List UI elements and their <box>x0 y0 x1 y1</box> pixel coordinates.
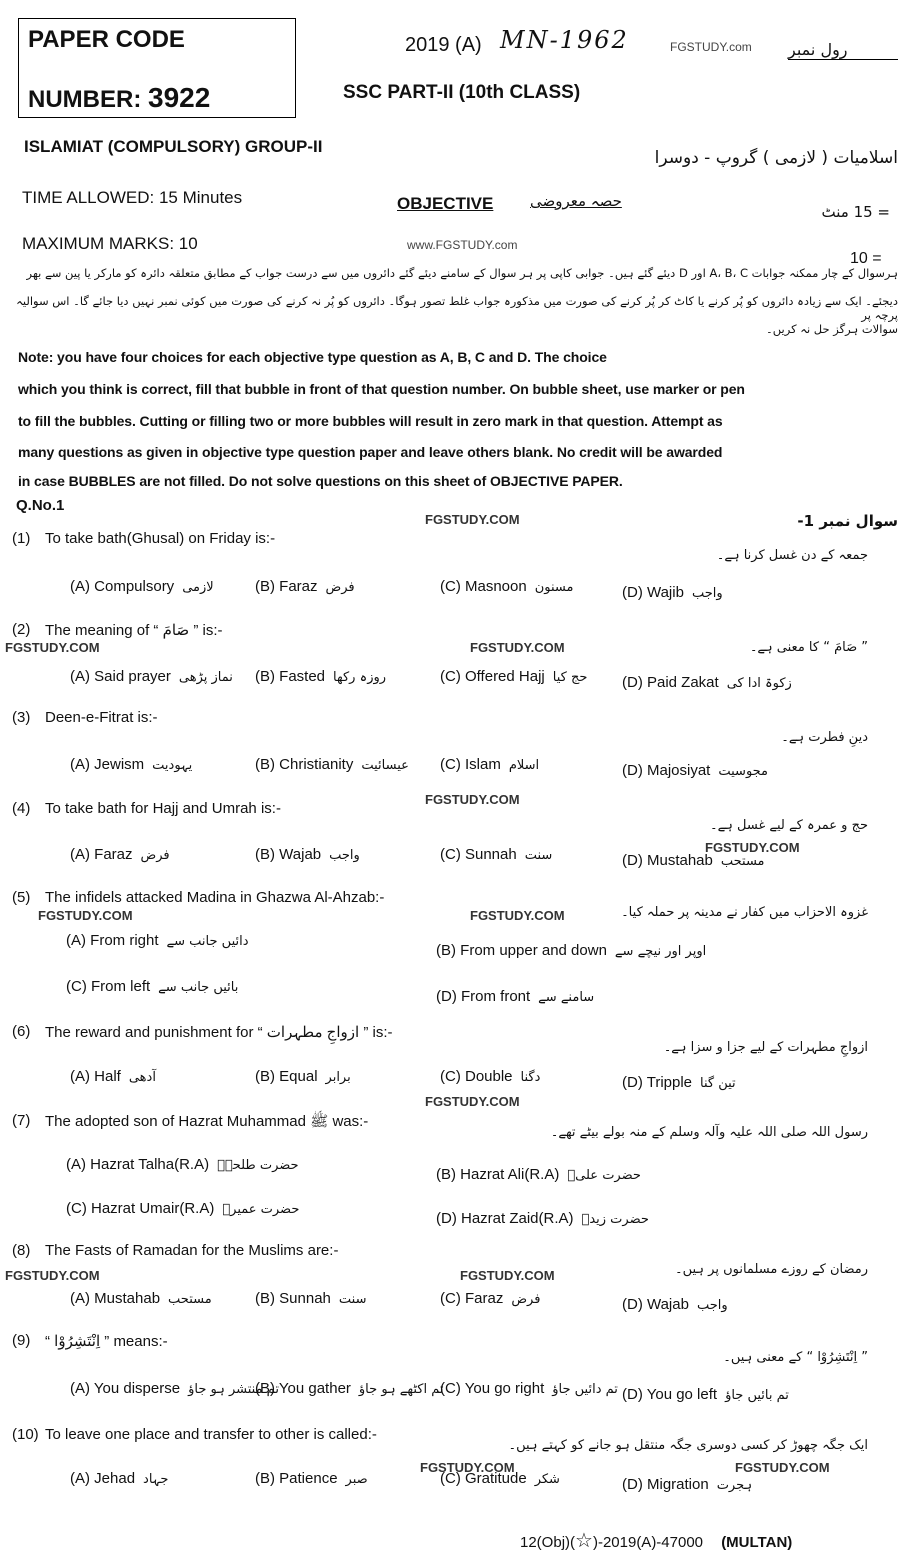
subject: ISLAMIAT (COMPULSORY) GROUP-II <box>24 137 323 156</box>
watermark: FGSTUDY.COM <box>460 1268 555 1283</box>
question-urdu: ایک جگہ چھوڑ کر کسی دوسری جگہ منتقل ہو جانے کو کہتے ہیں۔ <box>508 1438 868 1453</box>
option-text: (D) From front <box>436 988 531 1005</box>
footer-region: (MULTAN) <box>721 1534 793 1551</box>
answer-option <box>70 1290 212 1307</box>
option-text: (C) Double <box>440 1068 513 1085</box>
watermark: FGSTUDY.COM <box>735 1460 830 1475</box>
option-urdu: واجب <box>329 848 360 863</box>
answer-option <box>66 978 238 995</box>
option-urdu: صبر <box>345 1472 368 1487</box>
option-urdu: مسنون <box>534 580 574 595</box>
qno-urdu: سوال نمبر 1- <box>797 512 898 530</box>
question-text: To take bath(Ghusal) on Friday is:- <box>45 530 276 547</box>
option-text: (D) Paid Zakat <box>622 674 719 691</box>
answer-option <box>440 1380 618 1397</box>
option-urdu: تین گنا <box>700 1076 736 1091</box>
option-urdu: شکر <box>534 1472 560 1487</box>
answer-option <box>70 1470 168 1487</box>
option-text: (A) Half <box>70 1068 121 1085</box>
option-text: (C) Offered Hajj <box>440 668 545 685</box>
option-urdu: فرض <box>325 580 355 595</box>
qno-label: Q.No.1 <box>16 497 65 514</box>
paper-number <box>28 82 210 114</box>
footer-code <box>520 1528 792 1553</box>
answer-option <box>440 756 539 773</box>
option-urdu: یہودیت <box>152 758 193 773</box>
option-text: (B) Christianity <box>255 756 354 773</box>
option-text: (B) Faraz <box>255 578 318 595</box>
question-urdu: دینِ فطرت ہے۔ <box>781 730 868 745</box>
question-urdu: حج و عمرہ کے لیے غسل ہے۔ <box>710 818 868 833</box>
answer-option <box>255 578 355 595</box>
answer-option <box>622 584 723 601</box>
option-urdu: نماز پڑھی <box>178 670 233 685</box>
option-urdu: تم دائیں جاؤ <box>552 1382 618 1397</box>
urdu-instruction-1: ہرسوال کے چار ممکنہ جوابات A، B، C اور D دیئے گئے ہیں۔ جوابی کاپی پر ہر سوال کے سامنے دیئے گئے دائروں میں سے درست جواب کے مطابق متعلقہ دائرہ کو مارکر یا پین سے بھر <box>26 266 898 280</box>
option-urdu: عیسائیت <box>361 758 409 773</box>
option-text: (A) Jehad <box>70 1470 136 1487</box>
time-allowed: TIME ALLOWED: 15 Minutes <box>22 188 243 207</box>
note-line-2: which you think is correct, fill that bubble in front of that question number. On bubble sheet, use marker or pen <box>18 381 745 397</box>
option-urdu: زکوۃ ادا کی <box>726 676 792 691</box>
question-text: The adopted son of Hazrat Muhammad ﷺ was:- <box>45 1113 369 1130</box>
number-value: 3922 <box>148 82 211 113</box>
number-label: NUMBER: <box>28 86 142 113</box>
question-number: (1) <box>12 530 31 547</box>
exam-year: 2019 (A) <box>405 34 482 56</box>
option-urdu: واجب <box>691 586 723 601</box>
watermark: FGSTUDY.COM <box>5 1268 100 1283</box>
answer-option <box>440 578 573 595</box>
objective-urdu: حصہ معروضی <box>530 192 622 210</box>
option-text: (B) You gather <box>255 1380 351 1397</box>
answer-option <box>66 932 249 949</box>
option-text: (D) Majosiyat <box>622 762 711 779</box>
objective-label: OBJECTIVE <box>397 194 494 213</box>
watermark-top: FGSTUDY.com <box>670 40 752 54</box>
option-text: (D) You go left <box>622 1386 718 1403</box>
answer-option <box>622 1074 736 1091</box>
question-text: “ اِنْتَشِرُوْا ” means:- <box>45 1333 168 1350</box>
footer-code-prefix: 12(Obj)( <box>520 1534 576 1551</box>
answer-option <box>440 668 587 685</box>
marks-urdu: 10 = <box>850 250 882 267</box>
question-urdu: ” صَامَ “ کا معنی ہے۔ <box>749 640 868 655</box>
option-urdu: لازمی <box>182 580 214 595</box>
option-text: (D) Tripple <box>622 1074 693 1091</box>
answer-option <box>70 846 170 863</box>
watermark: FGSTUDY.COM <box>470 908 565 923</box>
option-urdu: حضرت زیدؓ <box>581 1212 649 1227</box>
urdu-instruction-3: سوالات ہرگز حل نہ کریں۔ <box>766 322 898 336</box>
answer-option <box>255 1470 368 1487</box>
option-text: (D) Wajab <box>622 1296 689 1313</box>
answer-option <box>70 578 214 595</box>
watermark: FGSTUDY.COM <box>425 792 520 807</box>
question-number: (8) <box>12 1242 31 1259</box>
option-text: (D) Migration <box>622 1476 709 1493</box>
question-number: (4) <box>12 800 31 817</box>
option-text: (B) Wajab <box>255 846 322 863</box>
subject-urdu: اسلامیات ( لازمی ) گروپ - دوسرا <box>654 148 898 168</box>
option-urdu: مجوسیت <box>718 764 769 779</box>
question-urdu: ” اِنْتَشِرُوْا “ کے معنی ہیں۔ <box>723 1350 868 1365</box>
answer-option <box>255 668 386 685</box>
option-text: (A) Hazrat Talha(R.A) <box>66 1156 210 1173</box>
question-urdu: ازواجِ مطہرات کے لیے جزا و سزا ہے۔ <box>663 1040 868 1055</box>
answer-option <box>622 1476 752 1493</box>
option-urdu: ہجرت <box>716 1478 753 1493</box>
option-text: (C) Islam <box>440 756 501 773</box>
answer-option <box>622 762 768 779</box>
answer-option <box>440 846 552 863</box>
option-text: (B) Sunnah <box>255 1290 331 1307</box>
option-text: (D) Wajib <box>622 584 684 601</box>
option-urdu: روزہ رکھا <box>333 670 387 685</box>
watermark: FGSTUDY.COM <box>470 640 565 655</box>
option-urdu: حج کیا <box>552 670 588 685</box>
option-urdu: آدھی <box>128 1070 156 1085</box>
option-text: (C) From left <box>66 978 151 995</box>
answer-option <box>70 1380 279 1397</box>
time-urdu: = 15 منٹ <box>821 203 890 221</box>
question-urdu: جمعہ کے دن غسل کرنا ہے۔ <box>716 548 868 563</box>
option-urdu: فرض <box>140 848 170 863</box>
question-text: To take bath for Hajj and Umrah is:- <box>45 800 281 817</box>
option-urdu: جہاد <box>143 1472 169 1487</box>
option-text: (D) Mustahab <box>622 852 713 869</box>
option-urdu: سامنے سے <box>538 990 595 1005</box>
note-line-1: Note: you have four choices for each objective type question as A, B, C and D. The choice <box>18 349 607 365</box>
option-text: (A) Said prayer <box>70 668 171 685</box>
question-text: Deen-e-Fitrat is:- <box>45 709 158 726</box>
option-urdu: حضرت عمیرؓ <box>222 1202 300 1217</box>
option-urdu: تم بائیں جاؤ <box>725 1388 789 1403</box>
answer-option <box>436 988 594 1005</box>
option-text: (A) You disperse <box>70 1380 181 1397</box>
answer-option <box>255 846 360 863</box>
question-text: The infidels attacked Madina in Ghazwa Al-Ahzab:- <box>45 889 385 906</box>
option-text: (B) Fasted <box>255 668 326 685</box>
option-urdu: تم منتشر ہو جاؤ <box>188 1382 279 1397</box>
option-text: (C) You go right <box>440 1380 545 1397</box>
watermark: FGSTUDY.COM <box>425 1094 520 1109</box>
option-urdu: مستحب <box>720 854 765 869</box>
answer-option <box>436 1210 649 1227</box>
max-marks: MAXIMUM MARKS: 10 <box>22 234 198 253</box>
answer-option <box>622 1296 728 1313</box>
handwritten-code: MN-1962 <box>500 26 629 54</box>
option-urdu: واجب <box>696 1298 728 1313</box>
answer-option <box>255 756 409 773</box>
star-icon: ☆ <box>575 1530 593 1552</box>
option-urdu: سنت <box>524 848 553 863</box>
question-number: (9) <box>12 1332 31 1349</box>
watermark: FGSTUDY.COM <box>705 840 800 855</box>
option-text: (A) Compulsory <box>70 578 175 595</box>
option-urdu: حضرت علیؓ <box>567 1168 641 1183</box>
option-text: (C) Hazrat Umair(R.A) <box>66 1200 215 1217</box>
answer-option <box>255 1068 351 1085</box>
note-line-5: in case BUBBLES are not filled. Do not solve questions on this sheet of OBJECTIVE PAPER. <box>18 473 623 489</box>
question-urdu: غزوہ الاحزاب میں کفار نے مدینہ پر حملہ کیا۔ <box>621 905 868 920</box>
option-text: (B) Patience <box>255 1470 338 1487</box>
question-number: (7) <box>12 1112 31 1129</box>
option-text: (C) Masnoon <box>440 578 527 595</box>
option-text: (B) Hazrat Ali(R.A) <box>436 1166 560 1183</box>
note-line-4: many questions as given in objective type question paper and leave others blank. No credit will be awarded <box>18 444 723 460</box>
option-text: (C) Faraz <box>440 1290 504 1307</box>
paper-code-label: PAPER CODE <box>28 26 185 53</box>
watermark: FGSTUDY.COM <box>5 640 100 655</box>
question-text: The Fasts of Ramadan for the Muslims are:- <box>45 1242 339 1259</box>
option-urdu: اسلام <box>508 758 540 773</box>
question-number: (10) <box>12 1426 39 1443</box>
option-urdu: اوپر اور نیچے سے <box>614 944 707 959</box>
answer-option <box>622 674 792 691</box>
watermark: FGSTUDY.COM <box>420 1460 515 1475</box>
answer-option <box>436 942 706 959</box>
question-text: The reward and punishment for “ ازواجِ مطہرات ” is:- <box>45 1024 393 1041</box>
answer-option <box>70 1068 156 1085</box>
option-text: (A) Jewism <box>70 756 145 773</box>
option-text: (B) From upper and down <box>436 942 607 959</box>
watermark: FGSTUDY.COM <box>38 908 133 923</box>
option-urdu: بائیں جانب سے <box>158 980 239 995</box>
answer-option <box>436 1166 641 1183</box>
question-urdu: رسول اللہ صلی اللہ علیہ وآلہ وسلم کے منہ بولے بیٹے تھے۔ <box>550 1125 868 1140</box>
question-number: (5) <box>12 889 31 906</box>
option-text: (B) Equal <box>255 1068 318 1085</box>
footer-code-suffix: )-2019(A)-47000 <box>592 1534 704 1551</box>
answer-option <box>70 756 192 773</box>
question-number: (3) <box>12 709 31 726</box>
question-text: The meaning of “ صَامَ ” is:- <box>45 622 223 639</box>
answer-option <box>622 1386 789 1403</box>
question-number: (6) <box>12 1023 31 1040</box>
urdu-instruction-2: دیجئے۔ ایک سے زیادہ دائروں کو پُر کرنے یا کاٹ کر پُر کرنے کی صورت میں مذکورہ جواب غلط تصور ہوگا۔ دائروں کو پُر نہ کرنے کی صورت میں کوئی نمبر نہیں دیا جائے گا۔ اس سوالیہ پرچہ پر <box>16 294 898 322</box>
answer-option <box>255 1380 444 1397</box>
watermark-www: www.FGSTUDY.com <box>407 238 518 252</box>
answer-option <box>440 1068 540 1085</box>
option-urdu: برابر <box>325 1070 351 1085</box>
option-urdu: سنت <box>338 1292 367 1307</box>
option-urdu: دگنا <box>520 1070 541 1085</box>
option-urdu: فرض <box>511 1292 541 1307</box>
roll-urdu: رول نمبر <box>788 40 898 60</box>
class-title: SSC PART-II (10th CLASS) <box>343 82 581 103</box>
option-text: (C) Sunnah <box>440 846 517 863</box>
option-urdu: مستحب <box>168 1292 212 1307</box>
answer-option <box>255 1290 366 1307</box>
option-text: (A) From right <box>66 932 159 949</box>
watermark: FGSTUDY.COM <box>425 512 520 527</box>
answer-option <box>66 1200 299 1217</box>
question-text: To leave one place and transfer to other is called:- <box>45 1426 377 1443</box>
option-urdu: تم اکٹھے ہو جاؤ <box>358 1382 444 1397</box>
option-text: (D) Hazrat Zaid(R.A) <box>436 1210 574 1227</box>
option-text: (A) Faraz <box>70 846 133 863</box>
option-urdu: حضرت طلحہؓ <box>217 1158 299 1173</box>
answer-option <box>66 1156 299 1173</box>
question-urdu: رمضان کے روزے مسلمانوں پر ہیں۔ <box>674 1262 868 1277</box>
answer-option <box>440 1290 540 1307</box>
option-text: (A) Mustahab <box>70 1290 161 1307</box>
answer-option <box>70 668 233 685</box>
option-text: (C) Gratitude <box>440 1470 527 1487</box>
note-line-3: to fill the bubbles. Cutting or filling two or more bubbles will result in zero mark in that question. Attempt as <box>18 413 723 429</box>
option-urdu: دائیں جانب سے <box>166 934 249 949</box>
question-number: (2) <box>12 621 31 638</box>
